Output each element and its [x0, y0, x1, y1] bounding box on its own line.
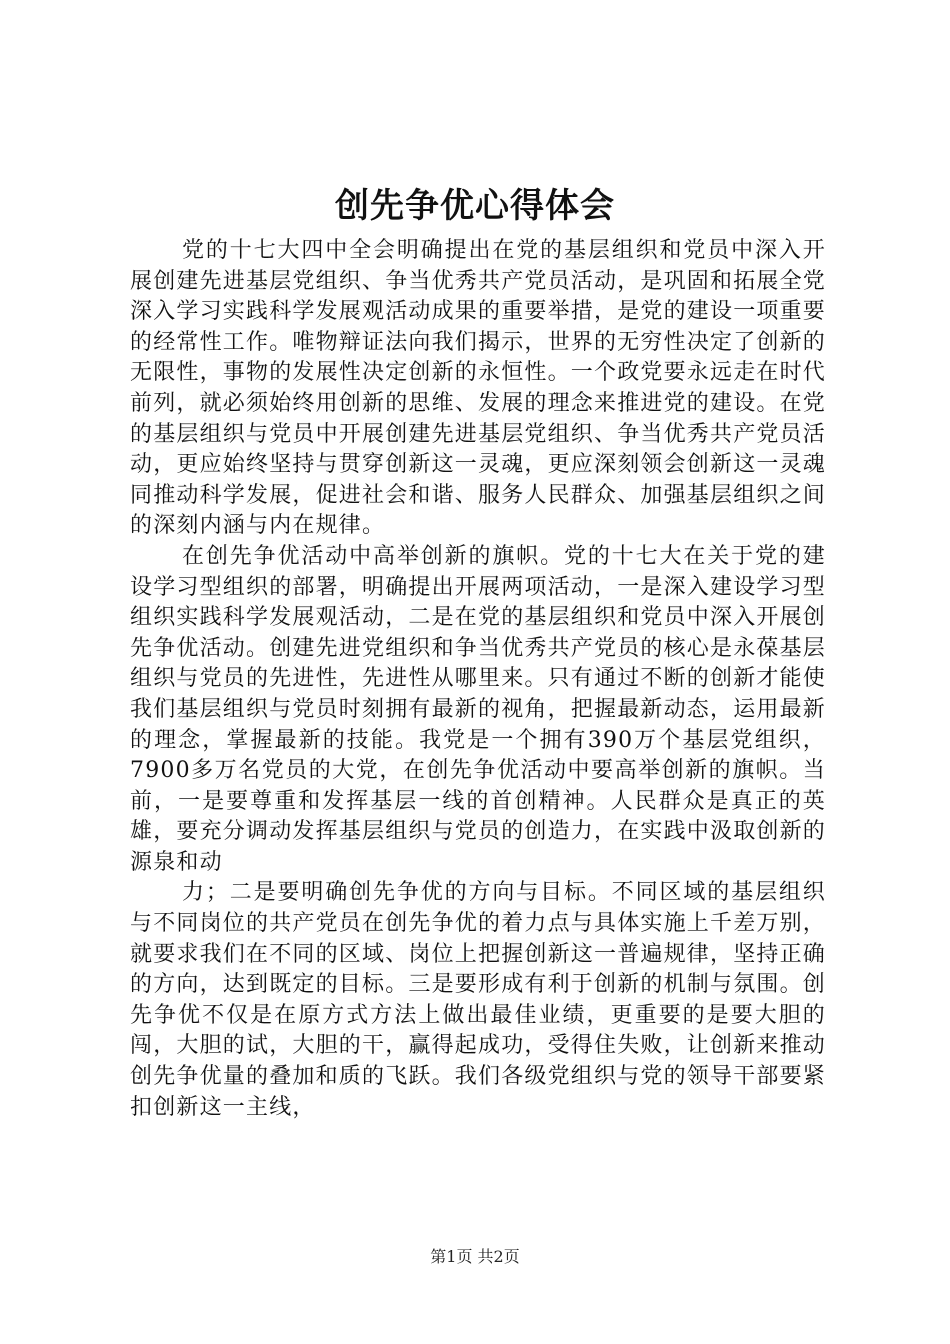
document-title: 创先争优心得体会 — [335, 186, 615, 226]
paragraph-2: 在创先争优活动中高举创新的旗帜。党的十七大在关于党的建设学习型组织的部署，明确提出开展两项活动，一是深入建设学习型组织实践科学发展观活动，二是在党的基层组织和党员中深入开展创先争优活动。创建先进党组织和争当优秀共产党员的核心是永葆基层组织与党员的先进性，先进性从哪里来。只有通过不断的创新才能使我们基层组织与党员时刻拥有最新的视角，把握最新动态，运用最新的理念，掌握最新的技能。我党是一个拥有390万个基层党组织，7900多万名党员的大党，在创先争优活动中要高举创新的旗帜。当前，一是要尊重和发挥基层一线的首创精神。人民群众是真正的英雄，要充分调动发挥基层组织与党员的创造力，在实践中汲取创新的源泉和动 — [130, 543, 827, 875]
document-body — [130, 236, 826, 1123]
page-footer: 第1页 共2页 — [430, 1247, 520, 1266]
paragraph-1: 党的十七大四中全会明确提出在党的基层组织和党员中深入开展创建先进基层党组织、争当优秀共产党员活动，是巩固和拓展全党深入学习实践科学发展观活动成果的重要举措，是党的建设一项重要的经常性工作。唯物辩证法向我们揭示，世界的无穷性决定了创新的无限性，事物的发展性决定创新的永恒性。一个政党要永远走在时代前列，就必须始终用创新的思维、发展的理念来推进党的建设。在党的基层组织与党员中开展创建先进基层党组织、争当优秀共产党员活动，更应始终坚持与贯穿创新这一灵魂，更应深刻领会创新这一灵魂同推动科学发展，促进社会和谐、服务人民群众、加强基层组织之间的深刻内涵与内在规律。 — [130, 238, 827, 539]
paragraph-3: 力；二是要明确创先争优的方向与目标。不同区域的基层组织与不同岗位的共产党员在创先争优的着力点与具体实施上千差万别，就要求我们在不同的区域、岗位上把握创新这一普遍规律，坚持正确的方向，达到既定的目标。三是要形成有利于创新的机制与氛围。创先争优不仅是在原方式方法上做出最佳业绩，更重要的是要大胆的闯，大胆的试，大胆的干，赢得起成功，受得住失败，让创新来推动创先争优量的叠加和质的飞跃。我们各级党组织与党的领导干部要紧扣创新这一主线， — [130, 880, 827, 1120]
